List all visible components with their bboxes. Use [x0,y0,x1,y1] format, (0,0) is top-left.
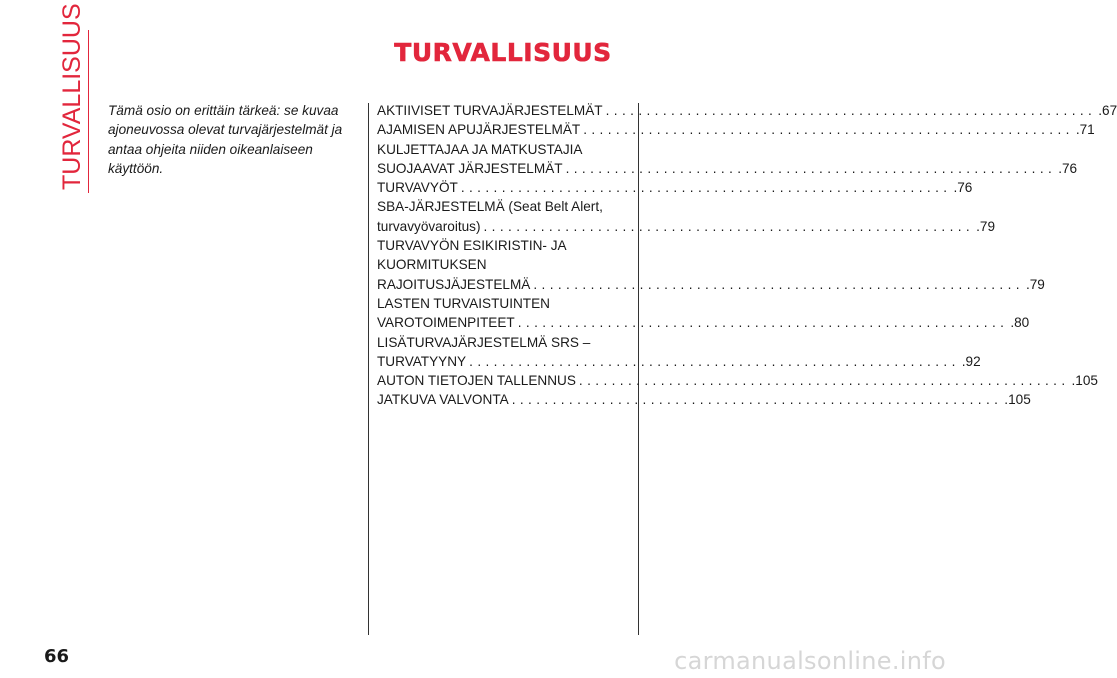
toc-page-number: .79 [976,218,996,234]
section-side-rule [88,30,89,193]
toc-dot-leader: ............................................................ [583,122,1074,138]
toc-entry-text: TURVATYYNY [377,353,467,369]
toc-dot-leader: ............................................................ [469,353,960,369]
toc-dot-leader: ............................................................ [517,315,1009,331]
toc-entry[interactable] [377,371,1098,390]
toc-entry-text: TURVAVYÖN ESIKIRISTIN- JA [377,238,567,254]
intro-text: Tämä osio on erittäin tärkeä: se kuvaa ajoneuvossa olevat turvajärjestelmät ja antaa ohjeita niiden oikeanlaiseen käyttöön. [108,103,343,176]
toc-entry[interactable] [377,294,1030,333]
toc-entry-last-line [377,390,1031,409]
toc-entry-last-line [377,275,1045,294]
toc-entry[interactable] [377,197,996,236]
toc-entry[interactable] [377,140,1078,179]
page-number: 66 [44,646,70,667]
toc-entry[interactable] [377,390,1031,409]
toc-entry-last-line [377,371,1098,390]
toc-dot-leader: ............................................................ [483,218,975,234]
section-side-tab [58,3,86,190]
toc-page-number: .79 [1025,276,1045,292]
page-title: TURVALLISUUS [394,38,612,67]
toc-entry-text: AUTON TIETOJEN TALLENNUS [377,373,576,389]
table-of-contents [377,101,1117,410]
toc-entry-text: VAROTOIMENPITEET [377,315,515,331]
toc-entry[interactable] [377,333,981,372]
toc-dot-leader: ............................................................ [605,103,1097,118]
toc-entry[interactable] [377,178,973,197]
toc-entry-last-line [377,352,981,371]
toc-page-number: .105 [1071,373,1098,389]
toc-page-number: .92 [961,353,981,369]
toc-entry-last-line [377,217,996,236]
toc-entry-text: SBA-JÄRJESTELMÄ (Seat Belt Alert, [377,199,603,215]
watermark: carmanualsonline.info [674,647,946,675]
toc-entry-text: KULJETTAJAA JA MATKUSTAJIA [377,141,583,157]
intro-paragraph [108,101,353,178]
toc-entry-last-line [377,120,1095,139]
toc-entry-text: SUOJAAVAT JÄRJESTELMÄT [377,160,563,176]
toc-entry-text: LASTEN TURVAISTUINTEN [377,295,550,311]
toc-entry[interactable] [377,101,1117,120]
toc-dot-leader: ............................................................ [578,373,1070,389]
toc-dot-leader: ............................................................ [511,392,1003,408]
toc-dot-leader: ............................................................ [533,276,1024,292]
toc-entry[interactable] [377,236,1045,294]
toc-entry-last-line [377,101,1117,120]
toc-entry-last-line [377,313,1030,332]
toc-page-number: .67 [1098,103,1117,118]
toc-entry-text: JATKUVA VALVONTA [377,392,509,408]
toc-page-number: .76 [953,180,973,196]
toc-page-number: .105 [1004,392,1031,408]
toc-dot-leader: ............................................................ [460,180,952,196]
toc-entry-last-line [377,178,973,197]
section-side-label: TURVALLISUUS [58,3,86,190]
toc-entry-text: LISÄTURVAJÄRJESTELMÄ SRS – [377,334,591,350]
toc-entry-text: TURVAVYÖT [377,180,458,196]
toc-entry-text: turvavyövaroitus) [377,218,481,234]
toc-entry-text: AJAMISEN APUJÄRJESTELMÄT [377,122,581,138]
toc-entry-text: KUORMITUKSEN [377,257,487,273]
toc-entry-text: RAJOITUSJÄJESTELMÄ [377,276,531,292]
toc-entry-last-line [377,159,1078,178]
column-divider-left [368,103,369,635]
toc-entry-text: AKTIIVISET TURVAJÄRJESTELMÄT [377,103,603,118]
toc-page-number: .71 [1075,122,1095,138]
toc-dot-leader: ............................................................ [565,160,1057,176]
toc-page-number: .76 [1058,160,1078,176]
toc-entry[interactable] [377,120,1095,139]
toc-page-number: .80 [1010,315,1030,331]
